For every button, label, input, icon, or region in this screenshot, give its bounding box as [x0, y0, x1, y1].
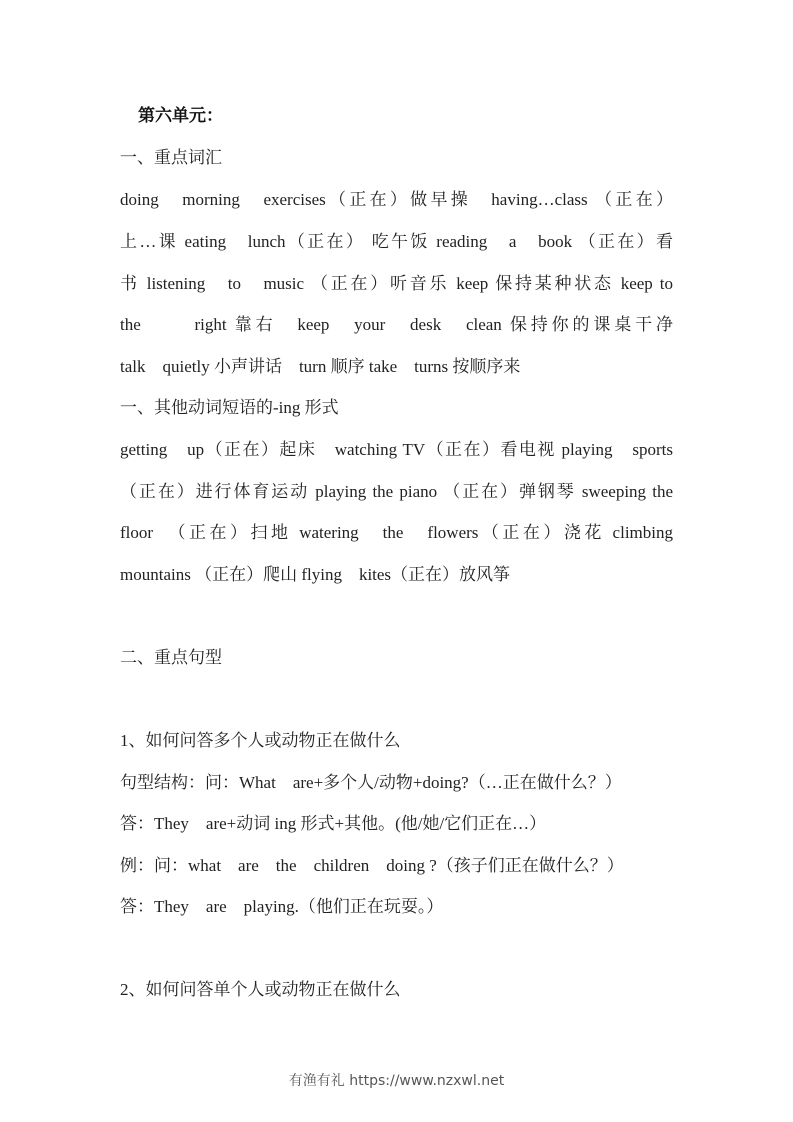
section-heading-sentence-patterns: 二、重点句型 [120, 648, 222, 667]
footer-watermark: 有渔有礼 https://www.nzxwl.net [288, 1073, 505, 1089]
pattern-line: 例：问：what are the children doing ?（孩子们正在做什么？） [120, 856, 624, 875]
section-heading-ing-forms: 一、其他动词短语的-ing 形式 [120, 398, 339, 417]
vocab-line: 书 listening to music （正在）听音乐 keep 保持某种状态 keep to [120, 274, 673, 293]
vocab-line: talk quietly 小声讲话 turn 顺序 take turns 按顺序来 [120, 357, 521, 376]
pattern-title-2: 2、如何问答单个人或动物正在做什么 [120, 980, 401, 999]
vocab-line: the right 靠右 keep your desk clean 保持你的课桌干净 [120, 315, 673, 334]
pattern-line: 答：They are+动词 ing 形式+其他。(他/她/它们正在…） [120, 814, 547, 833]
section-heading-vocabulary: 一、重点词汇 [120, 148, 222, 167]
pattern-line: 句型结构：问：What are+多个人/动物+doing?（…正在做什么？） [120, 773, 622, 792]
ing-line: floor （正在）扫地 watering the flowers（正在）浇花 climbing [120, 523, 673, 542]
vocab-line: doing morning exercises（正在）做早操 having…class （正在） [120, 190, 673, 209]
unit-title: 第六单元： [138, 106, 223, 125]
ing-line: mountains （正在）爬山 flying kites（正在）放风筝 [120, 565, 511, 584]
pattern-line: 答：They are playing.（他们正在玩耍。） [120, 897, 444, 916]
pattern-title-1: 1、如何问答多个人或动物正在做什么 [120, 731, 401, 750]
ing-line: getting up（正在）起床 watching TV（正在）看电视 playing sports [120, 440, 673, 459]
ing-line: （正在）进行体育运动 playing the piano （正在）弹钢琴 sweeping the [120, 482, 673, 501]
vocab-line: 上…课 eating lunch（正在） 吃午饭 reading a book （正在）看 [120, 232, 673, 251]
